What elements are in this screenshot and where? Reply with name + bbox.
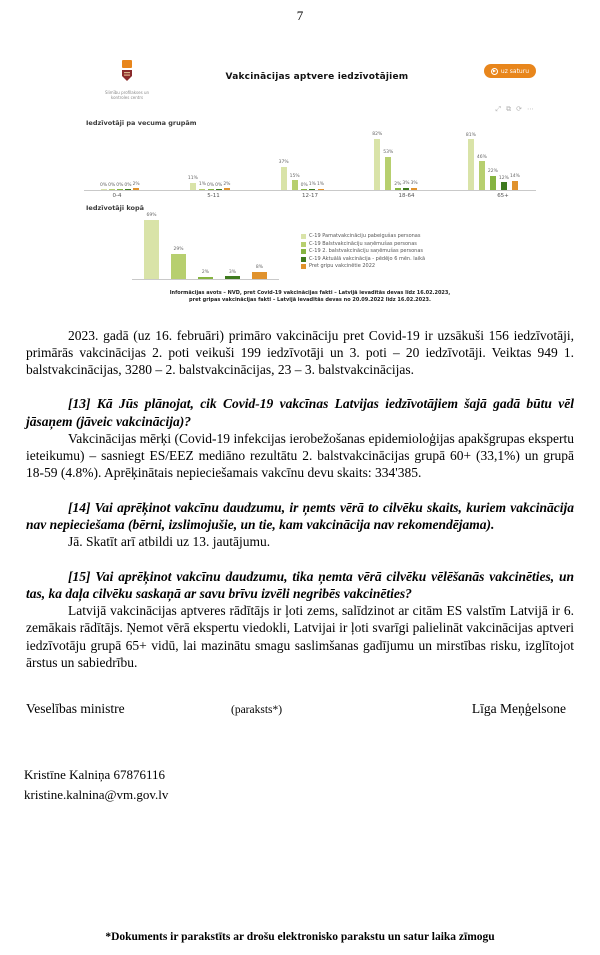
bar-item [188,177,198,189]
age-groups-chart-title: Iedzīvotāji pa vecuma grupām [86,118,197,127]
paragraph-intro: 2023. gadā (uz 16. februāri) primāro vakcināciju pret Covid-19 ir uzsākuši 156 iedzīvotāji, primārās vakcinācijas 2. poti veikuši 199 iedzīvotāji un 3. poti – 20 iedzīvotāji. Veiktas 949 1. balstvakcinācijas, 3280 – 2. balstvakcinācijas, 23 – 3. balstvakcinācijas. [26,327,574,378]
dashboard-title: Vakcinācijas aptvere iedzīvotājiem [225,72,409,82]
bar [374,139,380,190]
chart-source-note [84,290,536,305]
age-groups-axis-labels [84,191,536,199]
signature-row [26,701,574,717]
legend-label: C-19 Balstvakcināciju saņēmušas personas [309,240,417,247]
bar [411,188,417,190]
total-chart [132,214,279,280]
bar [199,189,205,190]
bar-value-label: 3% [402,181,410,187]
bar [479,161,485,190]
bar-group [372,133,417,189]
document-footer-note: *Dokuments ir parakstīts ar drošu elektronisko parakstu un satur laika zīmogu [105,931,495,943]
bar-value-label: 14% [509,174,520,180]
bar [468,139,474,189]
bar [101,189,107,190]
bar-item [207,184,214,190]
dashboard-toolbar [84,105,536,114]
question-14: [14] Vai aprēķinot vakcīnu daudzumu, ir ņemts vērā to cilvēku skaits, kuriem vakcinācija nav nepieciešama (bērni, izslimojušie, un tie, kam vakcinācija nav rekomendējama). [26,499,574,532]
bar [125,189,131,190]
vaccination-dashboard [84,60,536,305]
signer-name: Līga Meņģelsone [471,701,566,717]
bar [216,189,222,190]
bar-value-label: 2% [223,181,231,187]
bar-item [372,133,382,189]
bar-item [411,182,418,189]
legend-swatch-icon [301,257,306,262]
bar-value-label: 22% [487,169,498,175]
legend-label: C-19 Pamatvakcināciju pabeigušas personas [309,233,421,240]
letter-body [26,327,574,672]
bar-item [290,175,300,190]
bar-value-label: 3% [228,269,237,275]
bar-group [466,134,520,190]
dashboard-header [84,60,536,101]
bar-value-label: 12% [498,175,509,181]
bar-item [124,184,131,190]
bar [403,188,409,190]
legend-item [301,264,425,270]
bar [490,176,496,190]
bar-item [477,156,487,190]
bar [224,188,230,189]
answer-13: Vakcinācijas mērķi (Covid-19 infekcijas ierobežošanas epidemioloģijas apakšgrupas ekspertu ieteikumu) – sasniegt ES/EEZ mediāno rezultātu 2. balstvakcinācijas grupā 60+ (33,1%) un grupā 18-59 (4.8%). Aprēķinātais nepieciešamais vakcīnu devu skaits: 334'385. [26,430,574,481]
category-label: 5-11 [207,192,220,199]
bar [109,189,115,190]
bar-item [499,177,509,190]
bar [318,189,324,190]
bar-item [317,183,324,189]
category-label: 18-64 [398,192,415,199]
bar-group [144,214,267,278]
question-13: [13] Kā Jūs plānojat, cik Covid-19 vakcīnas Latvijas iedzīvotājiem šajā gadā būtu vēl jāsaņem (jāveic vakcinācija)? [26,396,574,429]
bar-value-label: 53% [383,150,394,156]
bar-value-label: 3% [410,181,418,187]
chart-source-line2: pret gripas vakcinācijas fakti – Latvijā ievadītās devas no 20.09.2022 līdz 16.02.2023. [189,297,431,304]
bar [309,189,315,190]
bar [171,254,186,279]
legend-item [301,249,425,255]
bar-value-label: 69% [146,213,157,219]
more-options-icon[interactable]: ⋯ [527,104,534,113]
chart-source-line1: Informācijas avots – NVD, pret Covid-19 vakcinācijas fakti – Latvijā ievadītās devas līdz 16.02.2023, [169,289,451,296]
bar [252,272,267,279]
bar-value-label: 2% [394,181,402,187]
legend-label: Pret gripu vakcinētie 2022 [309,263,376,270]
bar [144,220,159,279]
bar-value-label: 0% [108,182,116,188]
bar [117,189,123,190]
total-chart-row [84,214,536,280]
bar [198,277,213,279]
signature-placeholder: (paraksts*) [231,704,283,717]
bar-item [223,183,230,190]
spkc-logo [104,60,150,101]
bar [281,167,287,190]
bar [190,183,196,190]
bar-item [133,183,140,190]
bar [301,189,307,190]
bar-group [188,177,231,189]
bar-value-label: 11% [187,176,198,182]
bar-value-label: 2% [132,181,140,187]
bar-value-label: 1% [316,182,325,188]
legend-swatch-icon [301,264,306,269]
bar-item [279,161,289,189]
category-label: 12-17 [302,192,318,199]
bar [501,182,507,189]
bar [292,180,298,189]
bar-item [198,271,213,278]
bar-value-label: 8% [255,265,264,271]
bar-value-label: 37% [278,160,289,166]
bar-item [394,183,401,190]
contact-name-phone: Kristīne Kalniņa 67876116 [24,767,166,783]
legend-swatch-icon [301,234,306,239]
bar-item [215,184,222,190]
bar-item [383,151,393,189]
spkc-logo-icon [114,60,140,86]
bar-item [510,175,520,189]
category-label: 0-4 [112,192,122,199]
popout-icon[interactable]: ⧉ [506,104,512,113]
bar [385,157,391,190]
bar-item [466,134,476,190]
bar-value-label: 0% [207,182,215,188]
question-15: [15] Vai aprēķinot vakcīnu daudzumu, tika ņemta vērā cilvēku vēlēšanās vakcinēties, un tas, ka daļa cilvēku saskaņā ar savu brīvu izvēli negribēs vakcinēties? [26,568,574,601]
bar-item [225,271,240,279]
bar-item [100,184,107,190]
bar-item [144,214,159,278]
bar-item [402,182,409,189]
toc-button[interactable] [484,64,536,78]
legend-item [301,234,425,240]
answer-15: Latvijā vakcinācijas aptveres rādītājs ir ļoti zems, salīdzinot ar citām ES valstīm Latvijā ir 6. zemākais rādītājs. Ņemot vērā ekspertu viedokli, Latvijai ir ļoti svarīgi palielināt vakcinācijas aptveri iedzīvotāju grupā 65+ vidū, lai mazinātu smagu saslimšanas gadījumu un mirstības risku, izglītojot ārstus un sabiedrību. [26,603,574,670]
refresh-icon[interactable]: ⟳ [516,104,522,113]
contact-email: kristine.kalnina@vm.gov.lv [24,786,169,802]
expand-icon[interactable]: ⤢ [495,104,502,113]
bar-item [309,183,316,189]
bar-value-label: 0% [116,182,124,188]
bar-item [252,266,267,278]
legend-swatch-icon [301,249,306,254]
bar [133,188,139,189]
bar [512,181,518,190]
bar-value-label: 82% [372,132,383,138]
bar-value-label: 0% [215,182,223,188]
bar-item [116,184,123,190]
bar-value-label: 1% [308,182,316,188]
spkc-logo-caption: Slimību profilakses un kontroles centrs [104,90,150,100]
signer-title: Veselības ministre [26,701,125,717]
bar [225,276,240,279]
contact-block [24,765,600,804]
bar-item [108,184,115,190]
bar-item [171,248,186,278]
bar-group [279,161,324,189]
bar [208,189,214,190]
bar-item [199,183,206,189]
bar [395,188,401,189]
legend-label: C-19 Aktuālā vakcinācija - pēdējo 6 mēn. laikā [309,255,426,262]
page-number: 7 [296,8,304,23]
answer-14: Jā. Skatīt arī atbildi uz 13. jautājumu. [68,534,271,550]
bar-value-label: 15% [289,173,300,179]
toc-button-label: uz saturu [500,67,529,75]
bar-value-label: 0% [124,182,132,188]
bar-value-label: 46% [476,154,487,160]
legend-item [301,257,425,263]
legend-swatch-icon [301,242,306,247]
bar-item [301,184,308,190]
bar-value-label: 0% [100,182,108,188]
bar-value-label: 29% [173,247,184,253]
toc-play-icon: ▶ [492,68,496,73]
chart-legend [301,232,425,272]
bar-group [100,183,140,190]
legend-label: C-19 2. balstvakcināciju saņēmušas personas [309,248,423,255]
legend-item [301,242,425,248]
age-groups-chart [84,129,536,191]
bar-value-label: 81% [465,132,476,138]
bar-value-label: 1% [198,182,207,188]
total-chart-title: Iedzīvotāji kopā [86,203,145,212]
bar-value-label: 0% [300,182,308,188]
bar-value-label: 2% [201,270,210,276]
bar-item [488,170,498,189]
category-label: 65+ [497,192,509,199]
